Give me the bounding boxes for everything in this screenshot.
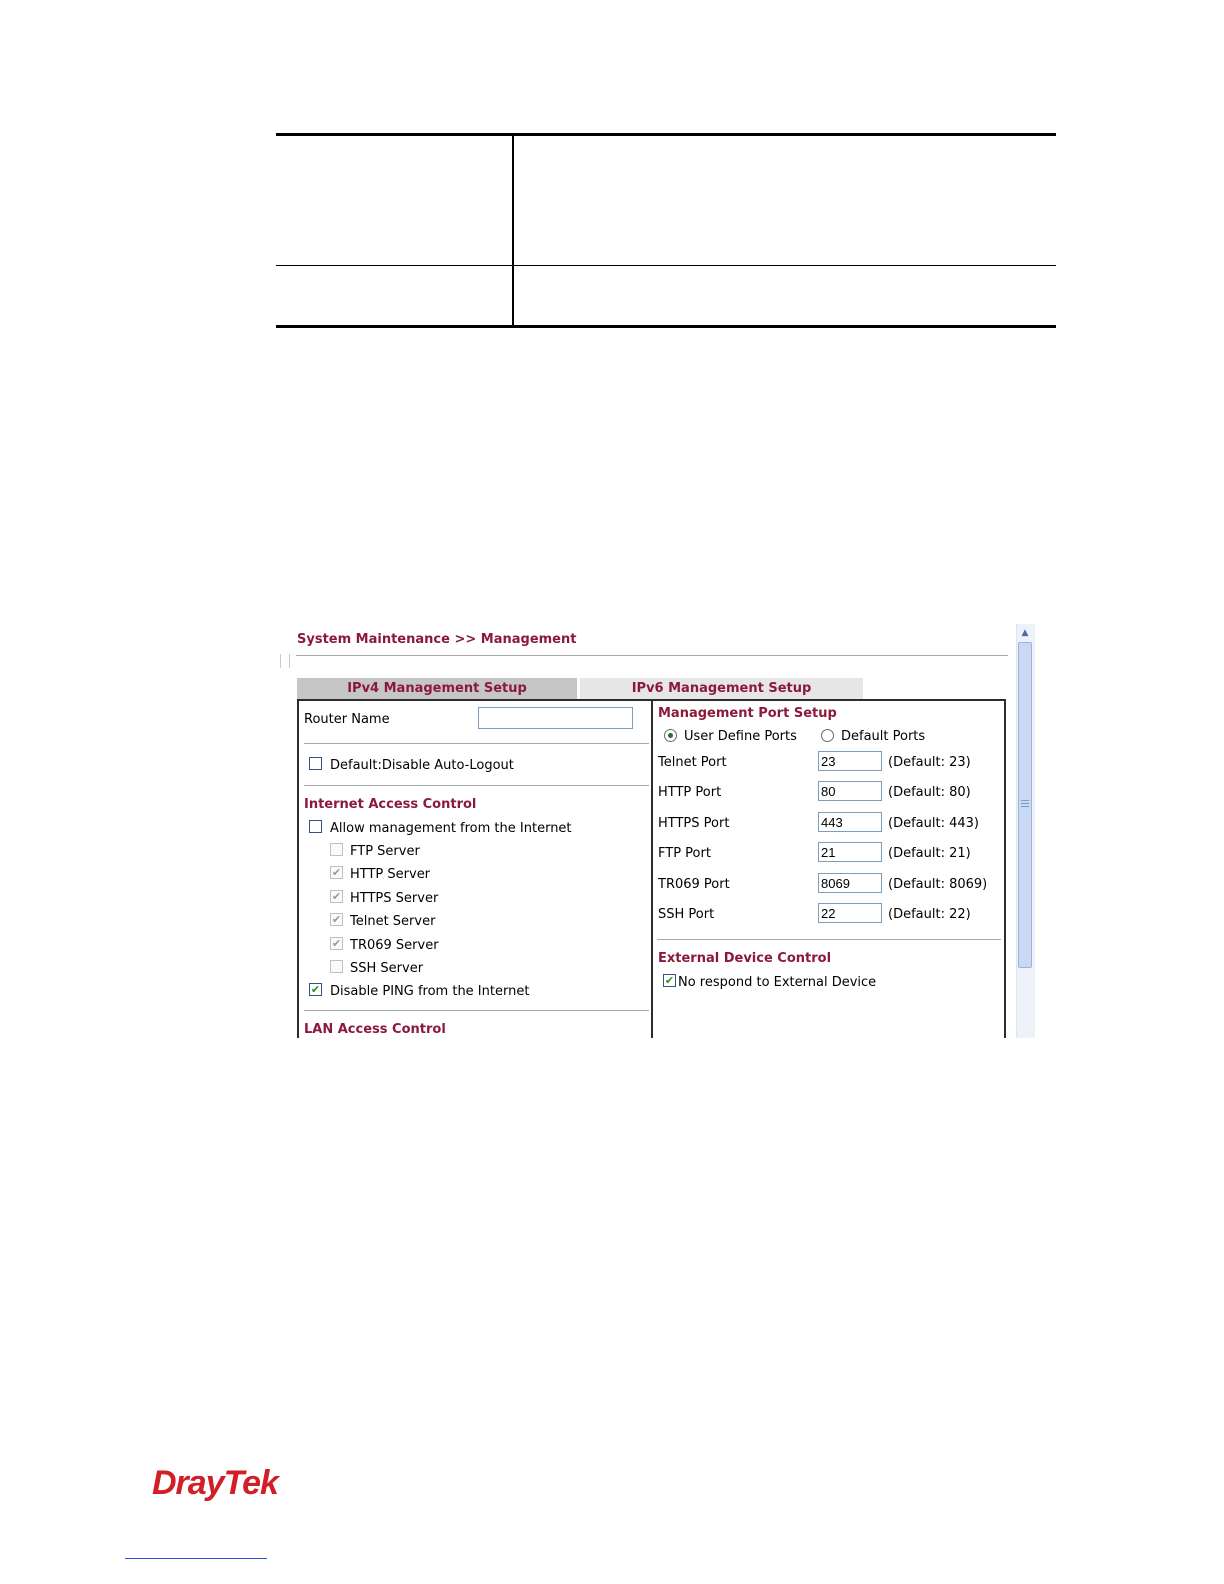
router-name-input[interactable] — [478, 707, 633, 729]
https-port-input[interactable] — [818, 812, 882, 832]
ssh-port-label: SSH Port — [658, 907, 715, 922]
auto-logout-checkbox[interactable] — [309, 757, 322, 770]
ssh-server-checkbox[interactable] — [330, 960, 343, 973]
tr069-port-input[interactable] — [818, 873, 882, 893]
allow-management-checkbox[interactable] — [309, 820, 322, 833]
table-row-rule — [276, 265, 1056, 266]
breadcrumb-divider — [296, 655, 1008, 656]
table-top-rule — [276, 133, 1056, 136]
telnet-server-checkbox[interactable] — [330, 913, 343, 926]
https-server-checkbox[interactable] — [330, 890, 343, 903]
router-name-label: Router Name — [304, 712, 390, 727]
telnet-port-label: Telnet Port — [658, 755, 727, 770]
telnet-server-label: Telnet Server — [350, 914, 436, 929]
ssh-server-label: SSH Server — [350, 961, 424, 976]
tr069-port-label: TR069 Port — [658, 877, 730, 892]
tr069-server-checkbox[interactable] — [330, 937, 343, 950]
http-port-label: HTTP Port — [658, 785, 722, 800]
https-port-default: (Default: 443) — [888, 816, 979, 831]
table-column-divider — [512, 133, 514, 328]
https-server-label: HTTPS Server — [350, 891, 439, 906]
ftp-server-label: FTP Server — [350, 844, 420, 859]
tr069-port-default: (Default: 8069) — [888, 877, 988, 892]
management-screenshot — [280, 624, 1036, 1038]
tr069-server-label: TR069 Server — [350, 938, 439, 953]
external-device-title: External Device Control — [658, 951, 832, 966]
no-respond-label: No respond to External Device — [678, 975, 877, 990]
ftp-server-checkbox[interactable] — [330, 843, 343, 856]
breadcrumb: System Maintenance >> Management — [297, 632, 577, 647]
user-define-ports-label: User Define Ports — [684, 729, 797, 744]
http-port-input[interactable] — [818, 781, 882, 801]
ssh-port-default: (Default: 22) — [888, 907, 971, 922]
https-port-label: HTTPS Port — [658, 816, 730, 831]
telnet-port-default: (Default: 23) — [888, 755, 971, 770]
user-define-ports-radio[interactable] — [664, 729, 677, 742]
default-ports-radio[interactable] — [821, 729, 834, 742]
ssh-port-input[interactable] — [818, 903, 882, 923]
disable-ping-checkbox[interactable] — [309, 983, 322, 996]
ftp-port-label: FTP Port — [658, 846, 711, 861]
telnet-port-input[interactable] — [818, 751, 882, 771]
draytek-logo: DrayTek — [152, 1464, 278, 1502]
footer-rule — [125, 1558, 267, 1559]
frame-resize-grip[interactable] — [280, 654, 290, 668]
internet-access-title: Internet Access Control — [304, 797, 477, 812]
disable-ping-label: Disable PING from the Internet — [330, 984, 530, 999]
table-bottom-rule — [276, 325, 1056, 328]
ftp-port-input[interactable] — [818, 842, 882, 862]
divider — [304, 743, 649, 744]
auto-logout-label: Default:Disable Auto-Logout — [330, 758, 514, 773]
divider — [657, 939, 1001, 940]
http-server-label: HTTP Server — [350, 867, 431, 882]
no-respond-checkbox[interactable] — [663, 974, 676, 987]
divider — [304, 1010, 649, 1011]
lan-access-title: LAN Access Control — [304, 1022, 446, 1037]
divider — [304, 785, 649, 786]
http-port-default: (Default: 80) — [888, 785, 971, 800]
allow-management-label: Allow management from the Internet — [330, 821, 572, 836]
settings-panel — [297, 699, 1006, 1038]
http-server-checkbox[interactable] — [330, 866, 343, 879]
port-setup-title: Management Port Setup — [658, 706, 837, 721]
ftp-port-default: (Default: 21) — [888, 846, 971, 861]
manual-table — [276, 133, 1056, 328]
tab-ipv6-management[interactable]: IPv6 Management Setup — [580, 678, 863, 699]
scroll-up-arrow-icon[interactable]: ▲ — [1021, 628, 1029, 638]
column-divider — [651, 701, 653, 1038]
tab-ipv4-management[interactable]: IPv4 Management Setup — [297, 678, 577, 699]
default-ports-label: Default Ports — [841, 729, 926, 744]
scrollbar-grip-icon — [1021, 800, 1029, 808]
